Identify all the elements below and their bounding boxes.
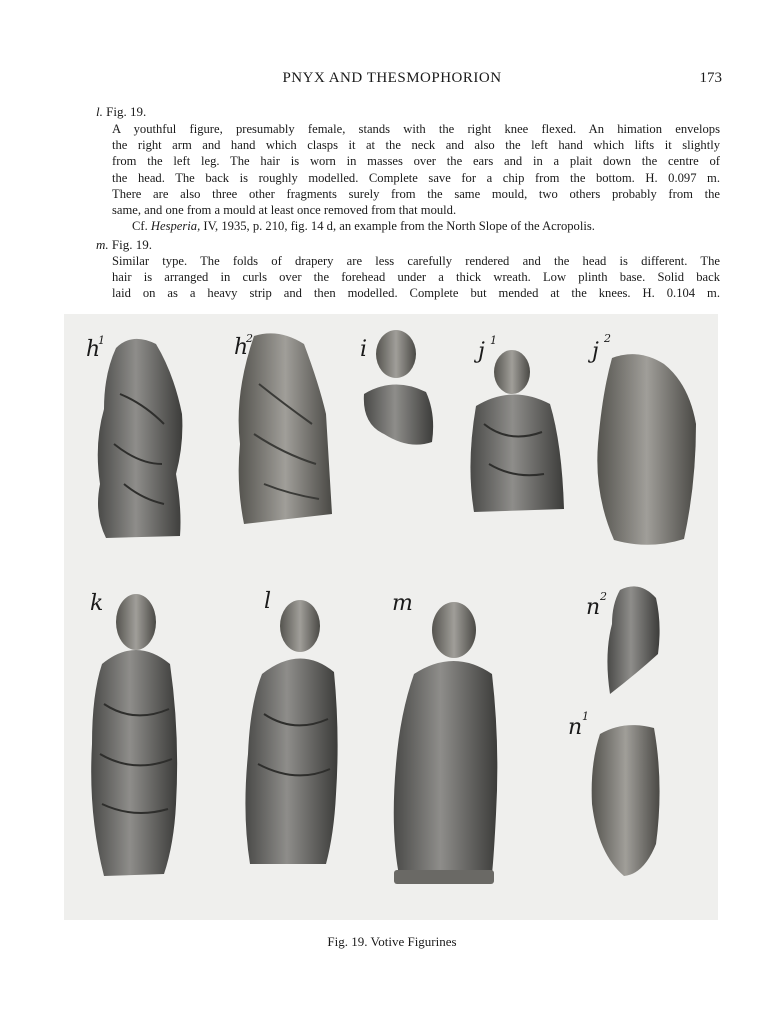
cf-prefix: Cf. bbox=[132, 219, 148, 233]
running-head bbox=[0, 70, 784, 90]
label-h1: h bbox=[86, 337, 101, 362]
entry-l-label: l. bbox=[96, 104, 103, 119]
entry-l-line: There are also three other fragments surely from the same mould, two others probably from the bbox=[112, 186, 720, 201]
entry-m-heading bbox=[96, 237, 152, 253]
entry-m-line: hair is arranged in curls over the forehead under a thick wreath. Low plinth base. Solid back bbox=[112, 270, 720, 285]
figure-caption: Fig. 19. Votive Figurines bbox=[327, 934, 457, 949]
cf-rest: IV, 1935, p. 210, fig. 14 d, an example from the North Slope of the Acropolis. bbox=[203, 219, 595, 233]
figurine-j1 bbox=[470, 350, 564, 512]
label-h2-sup: 2 bbox=[246, 332, 253, 345]
label-j2: j bbox=[592, 339, 599, 364]
label-n1-sup: 1 bbox=[582, 710, 589, 723]
page-number: 173 bbox=[699, 70, 722, 86]
label-i: i bbox=[360, 337, 368, 362]
entry-m-label: m. bbox=[96, 237, 109, 252]
label-m: m bbox=[392, 591, 413, 616]
label-n2: n bbox=[586, 595, 601, 620]
label-j1: j bbox=[478, 339, 485, 364]
label-j1-sup: 1 bbox=[490, 334, 497, 347]
figurine-l bbox=[245, 600, 337, 864]
figurine-n2 bbox=[607, 586, 659, 694]
figurines-illustration bbox=[64, 314, 718, 920]
entry-l-heading bbox=[96, 104, 146, 120]
figurine-h1 bbox=[98, 339, 183, 538]
label-h1-sup: 1 bbox=[98, 334, 105, 347]
entry-m-line: laid on as a heavy strip and then modelled. Complete but mended at the knees. H. 0.104 m. bbox=[112, 286, 720, 301]
figurine-k bbox=[91, 594, 177, 876]
entry-m-fig-ref: Fig. 19. bbox=[111, 237, 152, 252]
label-j2-sup: 2 bbox=[604, 332, 611, 345]
cf-journal: Hesperia, bbox=[150, 219, 201, 233]
label-n1: n bbox=[568, 715, 583, 740]
running-title: PNYX AND THESMOPHORION bbox=[282, 70, 502, 86]
figurine-n1 bbox=[592, 725, 660, 876]
entry-l-description bbox=[112, 121, 720, 218]
entry-l-cf-note bbox=[132, 218, 722, 234]
entry-m-line: Similar type. The folds of drapery are less carefully rendered and the head is different. The bbox=[112, 254, 720, 268]
entry-l-line: the right arm and hand which clasps it at the neck and also the left hand which lifts it slightly bbox=[112, 138, 720, 153]
figurine-m bbox=[394, 602, 498, 884]
label-n2-sup: 2 bbox=[600, 590, 607, 603]
entry-l-line: same, and one from a mould at least once removed from that mould. bbox=[112, 203, 457, 218]
entry-l-line: the head. The back is roughly modelled. Complete save for a chip from the bottom. H. 0.097 m. bbox=[112, 170, 720, 185]
entry-l-line: from the left leg. The hair is worn in masses over the ears and in a plait down the centre of bbox=[112, 154, 720, 169]
label-k: k bbox=[90, 591, 104, 616]
figurine-j2 bbox=[597, 354, 696, 545]
figurine-i bbox=[364, 330, 433, 445]
entry-l-fig-ref: Fig. 19. bbox=[106, 104, 147, 119]
label-h2: h bbox=[234, 335, 249, 360]
figurine-h2 bbox=[239, 333, 332, 524]
entry-m-description bbox=[112, 253, 720, 302]
entry-l-line: A youthful figure, presumably female, stands with the right knee flexed. An himation envelops bbox=[112, 122, 720, 136]
figure-plate-photo bbox=[64, 314, 718, 920]
label-l: l bbox=[264, 589, 272, 614]
